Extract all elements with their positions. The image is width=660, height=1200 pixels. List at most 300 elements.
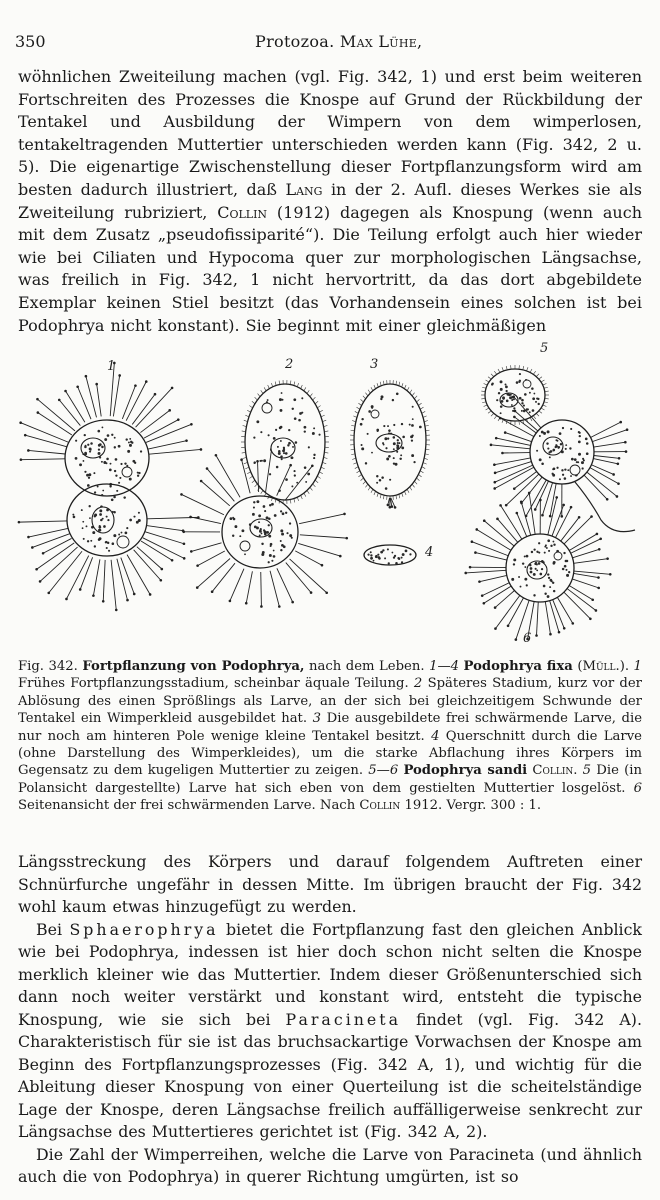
fig5-larva-granule (519, 373, 521, 375)
fig5-mother-nucleus-granule (558, 446, 560, 448)
fig2-larva-cilium (307, 490, 309, 493)
fig1-upper-cell-granule (128, 441, 130, 443)
fig2-mother-granule (285, 512, 287, 514)
fig5-tentacle-knob (490, 444, 493, 447)
fig3-larva-granule (361, 447, 364, 450)
fig3-larva-granule (387, 425, 389, 427)
fig6-tentacle (574, 573, 599, 577)
fig2-tentacle (246, 571, 252, 603)
fig1-lower-tentacle-knob (183, 542, 186, 545)
fig5-larva-granule (531, 387, 534, 390)
fig5-tentacle-knob (513, 416, 516, 419)
fig2-tentacle (191, 543, 221, 552)
fig1-upper-tentacle (28, 450, 65, 454)
fig1-upper-cell-granule (118, 445, 121, 448)
fig6-larva-nucleus-granule (533, 573, 536, 576)
fig2-tentacle (258, 461, 259, 492)
fig1-lower-cell-granule (89, 517, 91, 519)
fig5-mother-vacuole (570, 465, 580, 475)
fig1-lower-cell-nucleus-granule (102, 518, 104, 520)
fig1-lower-tentacle (19, 521, 67, 522)
fig1-lower-cell-nucleus-granule (94, 515, 96, 517)
fig6-tentacle-knob (578, 516, 581, 519)
fig1-lower-cell-vacuole (117, 536, 129, 548)
fig1-lower-cell-granule (82, 527, 84, 529)
bottom-text-block (18, 851, 642, 1189)
fig2-larva-granule (291, 485, 293, 487)
fig1-lower-cell-nucleus-granule (106, 516, 108, 518)
fig5-tentacle-right-knob (626, 428, 629, 431)
fig1-upper-cell-granule (103, 461, 106, 464)
fig4-section-granule (370, 551, 372, 553)
fig3-larva-granule (361, 418, 363, 420)
fig6-larva-granule (553, 590, 555, 592)
fig2-larva-nucleus-granule (280, 455, 282, 457)
fig1-lower-tentacle-knob (171, 559, 174, 562)
fig5-larva-cilium (502, 367, 504, 371)
fig1-upper-cell-granule (87, 484, 90, 487)
fig6-larva-granule (543, 585, 546, 588)
fig2-larva-cilium (310, 394, 312, 397)
fig2-tentacle (270, 571, 279, 607)
fig6-larva-granule (565, 569, 567, 571)
fig2-larva-nucleus-granule (287, 444, 289, 446)
fig2-mother-granule (253, 506, 255, 508)
fig1-lower-tentacle (111, 560, 116, 610)
fig1-lower-cell-granule (72, 514, 74, 516)
fig2-larva-cilium (249, 476, 252, 478)
fig5-mother-granule (556, 467, 558, 469)
fig3-larva-cilium (368, 390, 370, 393)
fig3-larva-granule (402, 436, 405, 439)
fig6-larva-granule (562, 568, 565, 571)
fig5-tentacle-right (591, 465, 613, 475)
fig1-upper-cell-granule (84, 471, 86, 473)
fig2-mother-granule (289, 534, 292, 537)
fig2-larva-granule (282, 399, 284, 401)
fig3-larva-granule (383, 425, 385, 427)
fig1-upper-cell-granule (109, 469, 112, 472)
fig5-mother-nucleus-granule (556, 440, 558, 442)
fig6-larva-nucleus-granule (540, 573, 542, 575)
fig5-larva-granule (513, 407, 515, 409)
fig3-larva-granule (392, 399, 394, 401)
fig2-larva-granule (299, 412, 302, 415)
fig6-larva-granule (547, 573, 549, 575)
fig6-tentacle-knob (597, 576, 600, 579)
fig1-upper-tentacle (140, 410, 169, 432)
fig2-larva-vacuole (262, 403, 272, 413)
fig1-upper-tentacle-knob (145, 380, 148, 383)
fig1-lower-tentacle-knob (39, 580, 42, 583)
fig6-tentacle-knob (499, 504, 502, 507)
fig3-larva-cilium (371, 387, 373, 391)
fig3-larva-cilium (404, 385, 406, 389)
fig1-upper-cell-granule (118, 482, 120, 484)
fig5-tentacle-right-knob (616, 495, 619, 498)
fig2-tentacle (191, 517, 221, 524)
fig5-larva-cilium (491, 413, 494, 416)
fig1-upper-cell-granule (114, 446, 116, 448)
fig5-larva-granule (519, 397, 522, 400)
fig2-tentacle (261, 572, 262, 606)
fig2-larva-nucleus-granule (277, 446, 279, 448)
fig6-larva-nucleus-granule (530, 567, 533, 570)
fig3-larva-vacuole (371, 410, 379, 418)
fig6-tentacle (477, 529, 511, 550)
fig1-upper-cell-granule (97, 486, 99, 488)
fig2-larva-nucleus-granule (283, 447, 285, 449)
fig5-tentacle-knob (501, 452, 504, 455)
fig1-lower-cell-granule (94, 545, 96, 547)
fig1-upper-cell-granule (131, 442, 133, 444)
fig4-section-granule (393, 556, 395, 558)
fig3-larva-cilium (414, 481, 417, 484)
fig6-tentacle (479, 575, 506, 581)
fig1-lower-cell-granule (99, 537, 102, 540)
fig6-tentacle (482, 583, 509, 596)
fig2-larva-nucleus-granule (278, 452, 281, 455)
fig5-larva-granule (500, 405, 503, 408)
fig1-lower-cell-granule (126, 527, 128, 529)
fig3-larva-granule (371, 452, 373, 454)
fig6-larva-nucleus-granule (536, 569, 538, 571)
fig3-larva-cilium (357, 407, 360, 409)
fig2-mother-granule (281, 533, 284, 536)
fig2-larva-cilium (307, 390, 309, 393)
fig2-mother-granule (280, 540, 282, 542)
fig2-tentacle (285, 466, 313, 501)
fig1-upper-cell-granule (137, 475, 139, 477)
fig1-upper-tentacle (149, 449, 201, 454)
fig5-larva-granule (523, 405, 525, 407)
fig6-larva-granule (549, 586, 551, 588)
fig2-tentacle (216, 455, 240, 497)
fig2-tentacle-knob (196, 564, 199, 567)
fig2-larva-granule (259, 460, 261, 462)
fig1-lower-cell-granule (116, 490, 118, 492)
fig6-larva-vacuole (554, 552, 562, 560)
fig6-tentacle-knob (590, 515, 593, 518)
fig6-tentacle-knob (475, 528, 478, 531)
fig6-larva-granule (553, 561, 556, 564)
fig1-upper-tentacle-knob (95, 383, 98, 386)
fig6-tentacle-knob (597, 587, 600, 590)
fig1-lower-tentacle-knob (35, 568, 38, 571)
fig2-tentacle (266, 450, 272, 492)
fig6-larva-granule (553, 544, 555, 546)
fig6-larva-granule (568, 571, 570, 573)
name-lang: Lang (285, 179, 323, 199)
fig1-upper-cell-granule (107, 434, 110, 437)
fig3-tentacle-knob (389, 506, 392, 509)
fig1-upper-tentacle-knob (185, 439, 188, 442)
fig3-larva-granule (371, 407, 373, 409)
fig5-tentacle-right (592, 430, 627, 442)
fig2-tentacle-knob (339, 555, 342, 558)
fig5-tentacle-knob (534, 508, 537, 511)
fig1-upper-tentacle-knob (64, 390, 67, 393)
fig3-larva-granule (379, 479, 382, 482)
fig3-larva-nucleus-granule (387, 438, 389, 440)
fig6-larva-granule (553, 541, 555, 543)
fig6-larva-granule (524, 578, 527, 581)
fig1-lower-cell-granule (129, 519, 132, 522)
fig6-larva-granule (547, 595, 550, 598)
fig1-upper-cell-granule (104, 438, 107, 441)
fig3-larva-nucleus-granule (396, 447, 399, 450)
running-title (255, 32, 422, 51)
fig6-tentacle-knob (528, 492, 531, 495)
fig6-larva-granule (544, 593, 546, 595)
fig5-tentacle-knob (560, 515, 563, 518)
fig1-lower-tentacle-knob (102, 600, 105, 603)
fig3-larva-cilium (363, 481, 366, 484)
fig6-larva-nucleus-granule (535, 562, 537, 564)
fig2-larva-granule (304, 426, 307, 429)
fig1-upper-cell-granule (75, 457, 78, 460)
fig1-lower-tentacle (66, 556, 88, 599)
fig5-mother-granule (578, 453, 581, 456)
fig1-lower-tentacle (32, 534, 69, 548)
fig1-lower-tentacle-knob (161, 568, 164, 571)
fig1-upper-cell-nucleus (81, 438, 105, 458)
fig6-tentacle-knob (591, 598, 594, 601)
fig5-mother-granule (586, 452, 589, 455)
fig5-mother-granule (564, 468, 566, 470)
fig2-larva-granule (293, 470, 295, 472)
fig2-tentacle (300, 535, 347, 538)
fig6-larva-granule (526, 584, 528, 586)
fig1-lower-cell-nucleus-granule (99, 509, 102, 512)
fig2-tentacle (201, 481, 230, 506)
fig2-larva-granule (307, 473, 310, 476)
fig1-upper-cell-granule (114, 470, 116, 472)
author-name: Max Lühe, (339, 32, 423, 51)
fig3-larva-cilium (371, 489, 373, 493)
fig2-larva-granule (291, 457, 293, 459)
fig6-tentacle-knob (469, 566, 472, 569)
fig6-tentacle (495, 595, 519, 628)
fig2-tentacle-knob (215, 454, 218, 457)
fig3-larva-cilium (420, 471, 423, 473)
fig5-mother-granule (567, 469, 569, 471)
fig2-tentacle (277, 568, 293, 602)
fig2-larva-granule (318, 434, 320, 436)
fig6-tentacle (574, 571, 610, 574)
fig5-mother-granule (586, 442, 589, 445)
fig5-larva-nucleus-granule (501, 400, 504, 403)
fig2-mother-granule (268, 535, 271, 538)
fig5-larva-cilium (491, 374, 494, 377)
fig6-tentacle-knob (478, 580, 481, 583)
fig1-lower-cell-granule (94, 491, 96, 493)
fig3-larva-cilium (418, 474, 421, 476)
fig1-upper-tentacle-knob (36, 398, 39, 401)
fig6-larva-granule (552, 582, 554, 584)
fig1-upper-cell-nucleus-granule (98, 449, 100, 451)
fig3-larva-granule (386, 458, 389, 461)
fig2-larva-cilium (313, 484, 316, 487)
fig2-larva-granule (280, 409, 283, 412)
fig2-larva-cilium (315, 401, 318, 404)
figure-label-3: 3 (370, 357, 379, 372)
fig3-larva-cilium (422, 467, 426, 469)
fig1-upper-cell-granule (119, 477, 121, 479)
fig6-tentacle-knob (555, 496, 558, 499)
fig2-mother-granule (258, 514, 261, 517)
fig2-tentacle-knob (200, 480, 203, 483)
fig5-tentacle-right (593, 459, 618, 464)
fig1-upper-tentacle (97, 384, 102, 416)
fig5-larva-granule (521, 399, 524, 402)
fig5-larva-granule (516, 381, 519, 384)
fig1-upper-cell-granule (129, 438, 131, 440)
fig5-tentacle-right-knob (606, 498, 609, 501)
fig1-lower-cell-granule (89, 505, 91, 507)
fig5-larva-nucleus-granule (502, 397, 504, 399)
fig2-tentacle-knob (190, 550, 193, 553)
fig2-larva-cilium (258, 394, 260, 397)
fig5-mother-granule (570, 428, 572, 430)
fig5-larva-cilium (498, 369, 500, 372)
fig2-larva-cilium (255, 397, 258, 400)
fig5-mother-granule (578, 431, 580, 433)
fig5-tentacle-right (594, 442, 626, 447)
fig2-mother-granule (232, 517, 234, 519)
figure-label-1: 1 (107, 359, 116, 374)
fig2-mother-nucleus-granule (256, 527, 259, 530)
fig5-mother-nucleus-granule (547, 447, 549, 449)
fig5-tentacle-knob (493, 481, 496, 484)
fig5-tentacle-right-knob (624, 441, 627, 444)
fig2-mother-granule (283, 545, 286, 548)
fig6-tentacle-knob (494, 606, 497, 609)
fig3-larva-granule (389, 479, 391, 481)
fig5-tentacle-knob (505, 504, 508, 507)
fig6-larva-granule (538, 542, 540, 544)
fig6-tentacle (497, 519, 517, 542)
fig5-mother-granule (559, 432, 562, 435)
fig2-larva-cilium (315, 480, 318, 483)
fig1-lower-cell-granule (83, 538, 85, 540)
fig5-mother-granule (559, 478, 561, 480)
fig6-tentacle-knob (598, 548, 601, 551)
fig2-larva-cilium (245, 467, 249, 469)
fig3-larva-cilium (365, 393, 367, 396)
fig3-larva-cilium (422, 411, 426, 413)
fig6-larva-granule (524, 556, 526, 558)
fig2-larva-granule (260, 431, 262, 433)
fig5-mother-granule (547, 430, 550, 433)
fig2-larva-granule (276, 466, 279, 469)
fig5-mother-granule (582, 458, 584, 460)
fig3-larva-granule (400, 454, 402, 456)
fig5-tentacle (514, 471, 536, 488)
fig2-larva-granule (275, 429, 277, 431)
fig3-larva-cilium (416, 478, 419, 481)
fig6-tentacle-knob (609, 573, 612, 576)
fig3-larva-nucleus-granule (393, 436, 396, 439)
fig2-tentacle (198, 551, 225, 566)
fig1-upper-tentacle (113, 375, 119, 416)
fig5-mother-granule (562, 427, 564, 429)
fig3-larva-granule (412, 418, 414, 420)
fig2-larva-cilium (261, 390, 263, 393)
caption-fig-number: Fig. 342. (18, 659, 78, 674)
fig2-tentacle (295, 551, 322, 565)
figure-caption: Fig. 342. Fortpflanzung von Podophrya, nach dem Leben. 1—4 Podophrya fixa (Müll.). 1 Frühes Fortpflanzungsstadium, scheinbar äquale Teilung. 2 Späteres Stadium, kurz vor der Ablösung des einen Sprößlings als Larve, an der sich bei gleichzeitigem Schwunde der Tentakel ein Wimperkleid ausgebildet hat. 3 Die ausgebildete frei schwärmende Larve, die nur noch am hinteren Pole wenige kleine Tentakel besitzt. 4 Querschnitt durch die Larve (ohne Darstellung des Wimperkleides), um die starke Abflachung ihres Körpers im Gegensatz zu dem kugeligen Muttertier zu zeigen. 5—6 Podophrya sandi Collin. 5 Die (in Polansicht dargestellte) Larve hat sich eben von dem gestielten Muttertier losgelöst. 6 Seitenansicht der frei schwärmenden Larve. Nach Collin 1912. Vergr. 300 : 1. (18, 659, 643, 814)
fig3-larva-granule (393, 424, 395, 426)
fig2-tentacle-knob (345, 537, 348, 540)
fig1-upper-tentacle (21, 423, 68, 442)
fig1-upper-tentacle-knob (24, 434, 27, 437)
fig6-tentacle-knob (483, 519, 486, 522)
fig2-larva-nucleus-granule (280, 440, 282, 442)
fig1-upper-cell-granule (140, 450, 142, 452)
fig5-tentacle-right-knob (617, 482, 620, 485)
fig1-upper-cell-nucleus-granule (101, 446, 104, 449)
fig5-larva-cilium (543, 384, 547, 386)
fig1-upper-tentacle-knob (200, 448, 203, 451)
fig1-upper-tentacle-knob (177, 418, 180, 421)
fig5-mother-granule (579, 435, 581, 437)
figure-342-illustration (15, 340, 645, 650)
fig3-tentacle-knob (387, 504, 390, 507)
fig1-lower-cell-granule (101, 494, 103, 496)
fig6-tentacle-knob (464, 572, 467, 575)
fig2-tentacle (242, 460, 251, 494)
fig4-section-granule (401, 557, 403, 559)
fig1-lower-tentacle-knob (183, 557, 186, 560)
fig2-mother-granule (230, 517, 233, 520)
fig6-tentacle (495, 590, 514, 607)
fig5-larva-nucleus-granule (510, 394, 512, 396)
fig2-mother-granule (280, 529, 283, 532)
fig2-larva-granule (296, 482, 298, 484)
fig2-larva-cilium (268, 385, 270, 389)
page-header (15, 32, 640, 56)
fig1-lower-tentacle-knob (79, 588, 82, 591)
fig1-lower-cell-granule (106, 541, 108, 543)
fig5-mother-granule (543, 432, 546, 435)
fig1-lower-tentacle (28, 528, 67, 537)
fig6-larva-granule (533, 594, 535, 596)
fig3-larva-granule (388, 429, 391, 432)
fig5-larva-cilium (530, 369, 532, 372)
fig1-lower-tentacle (147, 526, 183, 531)
fig5-mother-granule (565, 448, 567, 450)
fig1-lower-tentacle-knob (47, 592, 50, 595)
fig1-upper-cell-nucleus-granule (84, 446, 87, 449)
fig3-larva-nucleus-granule (396, 444, 399, 447)
fig5-larva-granule (529, 392, 531, 394)
fig3-larva-nucleus-granule (397, 439, 399, 441)
fig2-larva-granule (294, 417, 297, 420)
fig3-larva-granule (381, 476, 384, 479)
fig1-upper-tentacle (59, 400, 80, 426)
fig2-larva-granule (298, 419, 301, 422)
fig2-mother-nucleus (250, 519, 272, 537)
fig2-tentacle-knob (343, 513, 346, 516)
fig5-mother-granule (561, 469, 563, 471)
fig3-larva-cilium (374, 491, 376, 495)
fig6-larva-granule (567, 575, 569, 577)
fig1-lower-cell-granule (123, 496, 125, 498)
fig6-larva-granule (522, 562, 524, 564)
fig6-tentacle-knob (474, 551, 477, 554)
fig5-larva-cilium (533, 416, 535, 419)
